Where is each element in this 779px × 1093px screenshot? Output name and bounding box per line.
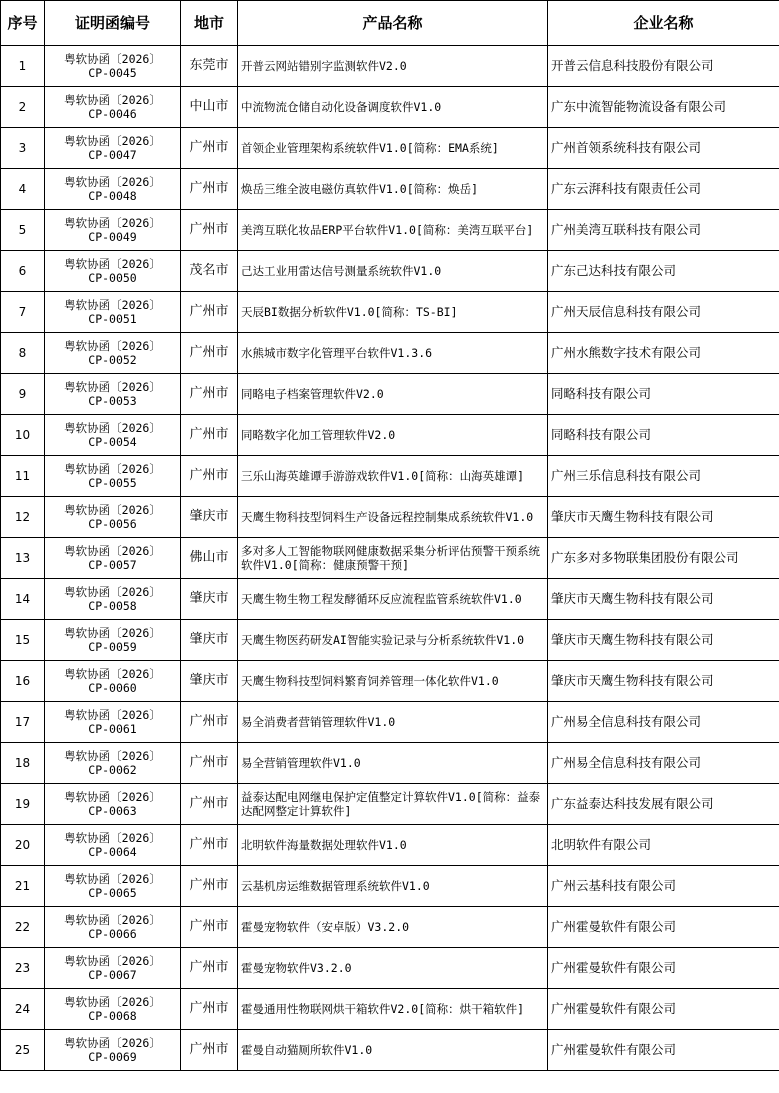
cell-city: 中山市 [181, 87, 238, 128]
cell-seq: 1 [1, 46, 45, 87]
cell-city: 肇庆市 [181, 497, 238, 538]
cell-enterprise: 广东云湃科技有限责任公司 [548, 169, 779, 210]
cell-product: 天鹰生物生物工程发酵循环反应流程监管系统软件V1.0 [238, 579, 548, 620]
cert-code: CP-0051 [88, 312, 137, 326]
cell-enterprise: 广州霍曼软件有限公司 [548, 907, 779, 948]
cell-city: 广州市 [181, 702, 238, 743]
cell-enterprise: 肇庆市天鹰生物科技有限公司 [548, 661, 779, 702]
cell-city: 广州市 [181, 1030, 238, 1071]
cell-product: 美湾互联化妆品ERP平台软件V1.0[简称：美湾互联平台] [238, 210, 548, 251]
cell-cert [45, 128, 181, 169]
table-row [1, 538, 779, 579]
cell-product: 同略电子档案管理软件V2.0 [238, 374, 548, 415]
cert-prefix: 粤软协函〔2026〕 [64, 257, 161, 271]
cell-cert [45, 825, 181, 866]
cert-prefix: 粤软协函〔2026〕 [64, 93, 161, 107]
cert-prefix: 粤软协函〔2026〕 [64, 503, 161, 517]
cell-product: 三乐山海英雄谭手游游戏软件V1.0[简称：山海英雄谭] [238, 456, 548, 497]
cell-product: 天鹰生物科技型饲料繁育饲养管理一体化软件V1.0 [238, 661, 548, 702]
cert-code: CP-0066 [88, 927, 137, 941]
cert-prefix: 粤软协函〔2026〕 [64, 462, 161, 476]
cell-city: 广州市 [181, 456, 238, 497]
cert-prefix: 粤软协函〔2026〕 [64, 667, 161, 681]
cell-enterprise: 广东己达科技有限公司 [548, 251, 779, 292]
cert-code: CP-0060 [88, 681, 137, 695]
cell-enterprise: 广州易全信息科技有限公司 [548, 702, 779, 743]
table-row [1, 661, 779, 702]
cell-city: 广州市 [181, 333, 238, 374]
cert-code: CP-0069 [88, 1050, 137, 1064]
table-row [1, 333, 779, 374]
table-row [1, 784, 779, 825]
cell-product: 易全消费者营销管理软件V1.0 [238, 702, 548, 743]
table-row [1, 374, 779, 415]
cert-prefix: 粤软协函〔2026〕 [64, 1036, 161, 1050]
cell-cert [45, 497, 181, 538]
cell-enterprise: 肇庆市天鹰生物科技有限公司 [548, 579, 779, 620]
cell-product: 天鹰生物医药研发AI智能实验记录与分析系统软件V1.0 [238, 620, 548, 661]
cell-cert [45, 743, 181, 784]
cell-product: 霍曼宠物软件（安卓版）V3.2.0 [238, 907, 548, 948]
cert-code: CP-0061 [88, 722, 137, 736]
header-seq: 序号 [1, 1, 45, 46]
cell-enterprise: 广州云基科技有限公司 [548, 866, 779, 907]
table-row [1, 866, 779, 907]
cell-product: 益泰达配电网继电保护定值整定计算软件V1.0[简称：益泰达配网整定计算软件] [238, 784, 548, 825]
cell-city: 广州市 [181, 169, 238, 210]
cert-prefix: 粤软协函〔2026〕 [64, 380, 161, 394]
cell-city: 东莞市 [181, 46, 238, 87]
cell-product: 天辰BI数据分析软件V1.0[简称：TS-BI] [238, 292, 548, 333]
cell-product: 首领企业管理架构系统软件V1.0[简称：EMA系统] [238, 128, 548, 169]
cert-prefix: 粤软协函〔2026〕 [64, 339, 161, 353]
cell-product: 水熊城市数字化管理平台软件V1.3.6 [238, 333, 548, 374]
cell-cert [45, 620, 181, 661]
cell-cert [45, 87, 181, 128]
table-row [1, 46, 779, 87]
cell-city: 佛山市 [181, 538, 238, 579]
table-row [1, 579, 779, 620]
cert-prefix: 粤软协函〔2026〕 [64, 954, 161, 968]
cell-seq: 23 [1, 948, 45, 989]
table-row [1, 456, 779, 497]
cell-seq: 25 [1, 1030, 45, 1071]
cert-code: CP-0054 [88, 435, 137, 449]
cell-seq: 16 [1, 661, 45, 702]
cert-prefix: 粤软协函〔2026〕 [64, 872, 161, 886]
cell-city: 广州市 [181, 989, 238, 1030]
header-enterprise: 企业名称 [548, 1, 779, 46]
table-row [1, 1030, 779, 1071]
cell-cert [45, 333, 181, 374]
cell-city: 广州市 [181, 866, 238, 907]
cert-prefix: 粤软协函〔2026〕 [64, 134, 161, 148]
cell-cert [45, 702, 181, 743]
cell-city: 肇庆市 [181, 579, 238, 620]
cert-code: CP-0050 [88, 271, 137, 285]
cell-seq: 22 [1, 907, 45, 948]
cell-product: 易全营销管理软件V1.0 [238, 743, 548, 784]
cert-code: CP-0045 [88, 66, 137, 80]
cell-product: 霍曼宠物软件V3.2.0 [238, 948, 548, 989]
cell-enterprise: 广州霍曼软件有限公司 [548, 1030, 779, 1071]
table-row [1, 169, 779, 210]
cell-cert [45, 456, 181, 497]
cert-prefix: 粤软协函〔2026〕 [64, 626, 161, 640]
table-row [1, 415, 779, 456]
cell-enterprise: 开普云信息科技股份有限公司 [548, 46, 779, 87]
cell-seq: 9 [1, 374, 45, 415]
cell-seq: 8 [1, 333, 45, 374]
cell-product: 霍曼自动猫厕所软件V1.0 [238, 1030, 548, 1071]
cell-product: 天鹰生物科技型饲料生产设备远程控制集成系统软件V1.0 [238, 497, 548, 538]
cell-enterprise: 广州天辰信息科技有限公司 [548, 292, 779, 333]
cell-enterprise: 广州美湾互联科技有限公司 [548, 210, 779, 251]
cell-product: 己达工业用雷达信号测量系统软件V1.0 [238, 251, 548, 292]
cert-code: CP-0056 [88, 517, 137, 531]
cert-prefix: 粤软协函〔2026〕 [64, 913, 161, 927]
cell-cert [45, 784, 181, 825]
cert-prefix: 粤软协函〔2026〕 [64, 544, 161, 558]
cell-cert [45, 46, 181, 87]
cert-prefix: 粤软协函〔2026〕 [64, 585, 161, 599]
table-row [1, 292, 779, 333]
cell-enterprise: 广州水熊数字技术有限公司 [548, 333, 779, 374]
cell-city: 广州市 [181, 907, 238, 948]
cell-enterprise: 肇庆市天鹰生物科技有限公司 [548, 497, 779, 538]
cell-city: 肇庆市 [181, 661, 238, 702]
cell-product: 开普云网站错别字监测软件V2.0 [238, 46, 548, 87]
cell-enterprise: 肇庆市天鹰生物科技有限公司 [548, 620, 779, 661]
cert-code: CP-0052 [88, 353, 137, 367]
cell-enterprise: 广东多对多物联集团股份有限公司 [548, 538, 779, 579]
cell-seq: 19 [1, 784, 45, 825]
table-row [1, 948, 779, 989]
cell-product: 焕岳三维全波电磁仿真软件V1.0[简称：焕岳] [238, 169, 548, 210]
cell-cert [45, 989, 181, 1030]
table-row [1, 128, 779, 169]
cell-cert [45, 538, 181, 579]
cell-seq: 3 [1, 128, 45, 169]
cell-seq: 18 [1, 743, 45, 784]
cell-cert [45, 292, 181, 333]
cell-cert [45, 169, 181, 210]
cert-prefix: 粤软协函〔2026〕 [64, 216, 161, 230]
table-row [1, 251, 779, 292]
cell-enterprise: 广东中流智能物流设备有限公司 [548, 87, 779, 128]
header-product: 产品名称 [238, 1, 548, 46]
cell-enterprise: 北明软件有限公司 [548, 825, 779, 866]
cell-cert [45, 415, 181, 456]
cell-enterprise: 广州易全信息科技有限公司 [548, 743, 779, 784]
cell-enterprise: 广州三乐信息科技有限公司 [548, 456, 779, 497]
cell-seq: 4 [1, 169, 45, 210]
cert-code: CP-0048 [88, 189, 137, 203]
header-cert: 证明函编号 [45, 1, 181, 46]
table-row [1, 743, 779, 784]
cert-prefix: 粤软协函〔2026〕 [64, 52, 161, 66]
cell-seq: 13 [1, 538, 45, 579]
cell-product: 云基机房运维数据管理系统软件V1.0 [238, 866, 548, 907]
cell-city: 广州市 [181, 784, 238, 825]
cert-code: CP-0062 [88, 763, 137, 777]
cert-code: CP-0053 [88, 394, 137, 408]
cell-city: 肇庆市 [181, 620, 238, 661]
cell-enterprise: 同略科技有限公司 [548, 374, 779, 415]
cert-code: CP-0055 [88, 476, 137, 490]
cell-product: 北明软件海量数据处理软件V1.0 [238, 825, 548, 866]
table-row [1, 87, 779, 128]
cell-seq: 20 [1, 825, 45, 866]
table-row [1, 210, 779, 251]
cell-cert [45, 579, 181, 620]
table-row [1, 907, 779, 948]
table-row [1, 702, 779, 743]
table-row [1, 989, 779, 1030]
cert-code: CP-0068 [88, 1009, 137, 1023]
table-row [1, 620, 779, 661]
cell-seq: 15 [1, 620, 45, 661]
table-body [1, 46, 779, 1071]
cell-cert [45, 866, 181, 907]
cell-cert [45, 907, 181, 948]
cell-seq: 21 [1, 866, 45, 907]
cert-prefix: 粤软协函〔2026〕 [64, 708, 161, 722]
cell-enterprise: 广州霍曼软件有限公司 [548, 948, 779, 989]
cell-cert [45, 374, 181, 415]
cell-city: 广州市 [181, 948, 238, 989]
cell-city: 广州市 [181, 743, 238, 784]
cell-city: 广州市 [181, 825, 238, 866]
cell-seq: 10 [1, 415, 45, 456]
cert-code: CP-0046 [88, 107, 137, 121]
cert-prefix: 粤软协函〔2026〕 [64, 298, 161, 312]
cell-city: 广州市 [181, 292, 238, 333]
cert-code: CP-0065 [88, 886, 137, 900]
cell-enterprise: 广州霍曼软件有限公司 [548, 989, 779, 1030]
cert-code: CP-0047 [88, 148, 137, 162]
cert-prefix: 粤软协函〔2026〕 [64, 175, 161, 189]
cert-code: CP-0059 [88, 640, 137, 654]
table-header-row [1, 1, 779, 46]
header-city: 地市 [181, 1, 238, 46]
cell-city: 广州市 [181, 374, 238, 415]
cell-seq: 11 [1, 456, 45, 497]
cell-seq: 2 [1, 87, 45, 128]
cell-cert [45, 661, 181, 702]
cert-prefix: 粤软协函〔2026〕 [64, 749, 161, 763]
cell-seq: 17 [1, 702, 45, 743]
cert-code: CP-0067 [88, 968, 137, 982]
table-row [1, 497, 779, 538]
cell-product: 多对多人工智能物联网健康数据采集分析评估预警干预系统软件V1.0[简称：健康预警干预] [238, 538, 548, 579]
cell-product: 霍曼通用性物联网烘干箱软件V2.0[简称：烘干箱软件] [238, 989, 548, 1030]
cert-prefix: 粤软协函〔2026〕 [64, 790, 161, 804]
cell-city: 广州市 [181, 415, 238, 456]
cert-code: CP-0063 [88, 804, 137, 818]
cell-enterprise: 广东益泰达科技发展有限公司 [548, 784, 779, 825]
cell-city: 广州市 [181, 128, 238, 169]
cell-seq: 7 [1, 292, 45, 333]
cell-cert [45, 210, 181, 251]
cell-seq: 5 [1, 210, 45, 251]
cell-seq: 14 [1, 579, 45, 620]
cert-code: CP-0057 [88, 558, 137, 572]
cell-cert [45, 1030, 181, 1071]
cert-code: CP-0064 [88, 845, 137, 859]
cell-enterprise: 同略科技有限公司 [548, 415, 779, 456]
table-row [1, 825, 779, 866]
cell-city: 广州市 [181, 210, 238, 251]
cert-code: CP-0058 [88, 599, 137, 613]
cell-product: 中流物流仓储自动化设备调度软件V1.0 [238, 87, 548, 128]
cert-prefix: 粤软协函〔2026〕 [64, 831, 161, 845]
cert-prefix: 粤软协函〔2026〕 [64, 421, 161, 435]
cert-code: CP-0049 [88, 230, 137, 244]
cell-seq: 12 [1, 497, 45, 538]
cell-enterprise: 广州首领系统科技有限公司 [548, 128, 779, 169]
cell-seq: 24 [1, 989, 45, 1030]
cell-city: 茂名市 [181, 251, 238, 292]
cell-product: 同略数字化加工管理软件V2.0 [238, 415, 548, 456]
cell-cert [45, 251, 181, 292]
cell-cert [45, 948, 181, 989]
cell-seq: 6 [1, 251, 45, 292]
cert-prefix: 粤软协函〔2026〕 [64, 995, 161, 1009]
